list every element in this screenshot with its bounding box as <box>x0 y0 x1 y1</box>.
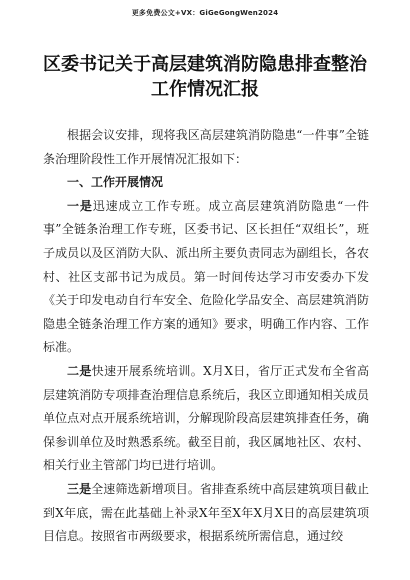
paragraph-2-lead: 二是 <box>67 363 92 378</box>
paragraph-1 <box>43 195 369 360</box>
paragraph-3-lead: 三是 <box>67 481 92 496</box>
paragraph-3 <box>43 478 369 549</box>
document-title <box>40 52 370 102</box>
section-heading-1: 一、工作开展情况 <box>67 175 164 190</box>
title-line-2: 工作情况汇报 <box>151 79 259 100</box>
paragraph-1-text: 迅速成立工作专班。成立高层建筑消防隐患“一件事”全链条治理工作专班，区委书记、区长担任“双组长”，班子成员以及区消防大队、派出所主要负责同志为副组长，各农村、社区支部书记为成员。第一时间传达学习市安委办下发《关于印发电动自行车安全、危险化学品安全、高层建筑消防隐患全链条治理工作方案的通知》要求，明确工作内容、工作标准。 <box>43 198 369 355</box>
intro-paragraph: 根据会议安排，现将我区高层建筑消防隐患“一件事”全链条治理阶段性工作开展情况汇报如下： <box>43 128 369 166</box>
document-body <box>43 124 369 549</box>
paragraph-1-lead: 一是 <box>67 198 93 213</box>
paragraph-3-text: 全速筛选新增项目。省排查系统中高层建筑项目截止到X年底，需在此基础上补录X年至X年X月X日的高层建筑项目信息。按照省市两级要求，根据系统所需信息，通过绞 <box>43 481 369 544</box>
paragraph-2 <box>43 360 369 478</box>
header-note: 更多免费公文+VX：GiGeGongWen2024 <box>131 9 279 17</box>
paragraph-2-text: 快速开展系统培训。X月X日，省厅正式发布全省高层建筑消防专项排查治理信息系统后，我区立即通知相关成员单位点对点开展系统培训，分解现阶段高层建筑排查任务，确保参训单位及时熟悉系统。截至目前，我区属地社区、农村、相关行业主管部门均已进行培训。 <box>43 363 369 473</box>
title-line-1: 区委书记关于高层建筑消防隐患排查整治 <box>43 54 367 75</box>
